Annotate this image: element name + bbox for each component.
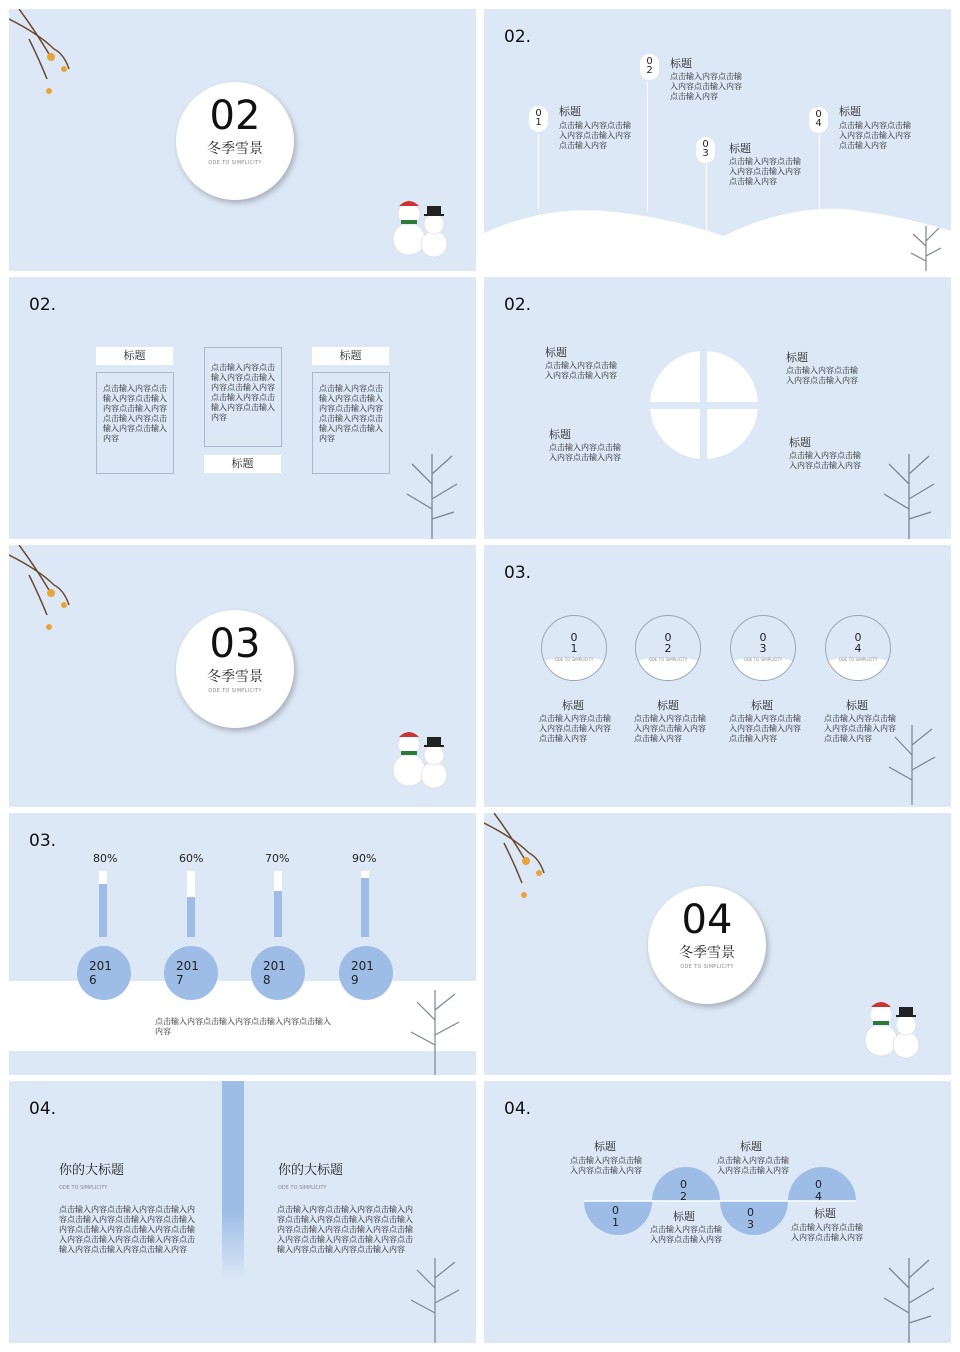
year-circle [77,946,131,1000]
item-title: 标题 [559,105,581,118]
slide-pins-timeline[interactable] [484,9,951,271]
pin-stem [706,164,707,234]
section-title: 冬季雪景 [207,669,263,685]
year-part: 6 [89,973,97,987]
progress-fill [361,878,369,937]
column-body: 点击输入内容点击输入内容点击输入内容点击输入内容点击输入内容点击输入内容点击输入内容 [211,363,275,422]
step-number [815,1179,822,1203]
item-body: 点击输入内容点击输入内容点击输入内容点击输入内容 [839,121,911,150]
ring-subtitle: ODE TO SIMPLICITY [648,657,688,662]
ring-number: 0 [854,631,862,644]
item-title: 标题 [846,699,868,712]
ring-number: 4 [854,642,862,655]
ring-number: 0 [570,631,578,644]
number-ring [635,615,701,681]
column-body: 点击输入内容点击输入内容点击输入内容点击输入内容点击输入内容点击输入内容点击输入内容 [319,384,383,443]
column-title: 标题 [204,455,281,473]
pin-marker [696,137,715,163]
quadrant-body: 点击输入内容点击输入内容点击输入内容 [789,451,861,470]
vertical-accent-bar [222,1081,244,1281]
pin-number: 3 [702,148,709,159]
step-digit: 0 [612,1204,619,1217]
step-digit: 4 [815,1190,822,1203]
pin-stem [647,82,648,212]
step-digit: 3 [747,1218,754,1231]
progress-bar [99,871,107,937]
column-title: 标题 [312,347,389,365]
year-circle [164,946,218,1000]
item-title: 标题 [839,105,861,118]
year-circle [251,946,305,1000]
slide-yearly-progress[interactable] [9,813,476,1075]
ring-subtitle: ODE TO SIMPLICITY [743,657,783,662]
ring-number: 2 [664,642,672,655]
slide-four-quadrants[interactable] [484,277,951,539]
year-circle [339,946,393,1000]
body-left: 点击输入内容点击输入内容点击输入内容点击输入内容点击输入内容点击输入内容点击输入内容点击输入内容点击输入内容点击输入内容点击输入内容点击输入内容点击输入内容点击输入内容 [59,1205,195,1254]
section-subtitle: ODE TO SIMPLICITY [208,160,262,166]
section-title: 冬季雪景 [207,141,263,157]
slide-four-rings[interactable] [484,545,951,807]
step-title: 标题 [740,1140,762,1153]
step-digit: 0 [815,1178,822,1191]
pin-number: 1 [535,117,542,128]
quadrant-title: 标题 [545,346,567,359]
tree-decoration-icon [392,444,472,539]
slide-wave-steps[interactable] [484,1081,951,1343]
item-title: 标题 [562,699,584,712]
pin-marker [640,54,659,80]
pin-stem [538,134,539,209]
year-part: 201 [176,959,199,973]
percent-label: 80% [93,852,118,865]
column-title: 标题 [96,347,173,365]
number-ring [730,615,796,681]
ring-subtitle: ODE TO SIMPLICITY [838,657,878,662]
item-title: 标题 [751,699,773,712]
snow-hill-shape [484,191,951,271]
tree-decoration-icon [397,980,472,1075]
item-body: 点击输入内容点击输入内容点击输入内容点击输入内容 [729,714,801,743]
section-title: 冬季雪景 [679,945,735,961]
subtitle-right: ODE TO SIMPLICITY [278,1185,327,1191]
percent-label: 70% [265,852,290,865]
branch-decoration-icon [9,545,99,635]
branch-decoration-icon [484,813,574,903]
ring-number: 3 [759,642,767,655]
section-number: 03 [209,621,261,667]
ring-subtitle: ODE TO SIMPLICITY [554,657,594,662]
column-body: 点击输入内容点击输入内容点击输入内容点击输入内容点击输入内容点击输入内容点击输入内容 [103,384,167,443]
step-digit: 1 [612,1216,619,1229]
tree-decoration-icon [397,1248,472,1343]
subtitle-left: ODE TO SIMPLICITY [59,1185,108,1191]
year-part: 201 [351,959,374,973]
ring-number: 1 [570,642,578,655]
year-part: 201 [89,959,112,973]
pin-number: 0 [535,108,542,119]
item-body: 点击输入内容点击输入内容点击输入内容点击输入内容 [670,72,742,101]
item-title: 标题 [670,57,692,70]
quadrant-body: 点击输入内容点击输入内容点击输入内容 [545,361,617,380]
progress-bar [274,871,282,937]
slide-number: 03. [29,831,57,851]
step-body: 点击输入内容点击输入内容点击输入内容 [791,1223,863,1242]
snowman-icon [859,985,929,1065]
pin-stem [819,134,820,219]
quadrant-body: 点击输入内容点击输入内容点击输入内容 [549,443,621,462]
progress-fill [99,884,107,937]
tree-decoration-icon [869,1248,949,1343]
big-title-left: 你的大标题 [59,1163,125,1178]
section-number: 04 [681,897,733,943]
item-body: 点击输入内容点击输入内容点击输入内容点击输入内容 [729,157,801,186]
slide-number: 02. [504,27,532,47]
step-title: 标题 [594,1140,616,1153]
slide-section-04-cover[interactable] [484,813,951,1075]
number-ring [541,615,607,681]
section-number-circle [176,82,294,200]
slide-number: 04. [504,1099,532,1119]
step-digit: 2 [680,1190,687,1203]
progress-fill [187,897,195,937]
step-number [680,1179,687,1203]
section-number-circle [176,610,294,728]
year-part: 7 [176,973,184,987]
step-body: 点击输入内容点击输入内容点击输入内容 [650,1225,722,1244]
ring-number: 0 [664,631,672,644]
year-part: 201 [263,959,286,973]
slide-two-big-titles[interactable] [9,1081,476,1343]
snowman-icon [387,715,457,795]
slide-number: 02. [504,295,532,315]
pin-marker [809,107,828,133]
snowman-icon [387,184,457,264]
slide-section-02-cover[interactable] [9,9,476,271]
progress-fill [274,891,282,937]
step-title: 标题 [814,1207,836,1220]
ring-number: 0 [759,631,767,644]
item-body: 点击输入内容点击输入内容点击输入内容点击输入内容 [824,714,896,743]
item-body: 点击输入内容点击输入内容点击输入内容点击输入内容 [559,121,631,150]
quadrant-circle-shape [647,347,767,467]
pin-number: 0 [702,139,709,150]
section-number-circle [648,886,766,1004]
quadrant-body: 点击输入内容点击输入内容点击输入内容 [786,366,858,385]
pin-number: 0 [815,109,822,120]
big-title-right: 你的大标题 [278,1163,344,1178]
section-subtitle: ODE TO SIMPLICITY [208,688,262,694]
step-body: 点击输入内容点击输入内容点击输入内容 [717,1156,789,1175]
progress-bar [361,871,369,937]
pin-number: 2 [646,65,653,76]
tree-decoration-icon [877,715,947,805]
slide-section-03-cover[interactable] [9,545,476,807]
percent-label: 60% [179,852,204,865]
tree-decoration-icon [869,444,949,539]
pin-number: 4 [815,118,822,129]
year-part: 8 [263,973,271,987]
pin-number: 0 [646,56,653,67]
slide-three-columns[interactable] [9,277,476,539]
step-number [612,1205,619,1229]
quadrant-title: 标题 [789,436,811,449]
year-part: 9 [351,973,359,987]
item-body: 点击输入内容点击输入内容点击输入内容点击输入内容 [634,714,706,743]
description-text: 点击输入内容点击输入内容点击输入内容点击输入内容 [155,1017,331,1036]
step-digit: 0 [680,1178,687,1191]
item-title: 标题 [657,699,679,712]
step-number [747,1207,754,1231]
step-digit: 0 [747,1206,754,1219]
branch-decoration-icon [9,9,99,99]
slide-number: 03. [504,563,532,583]
progress-bar [187,871,195,937]
step-title: 标题 [673,1210,695,1223]
section-number: 02 [209,93,261,139]
slide-number: 04. [29,1099,57,1119]
body-right: 点击输入内容点击输入内容点击输入内容点击输入内容点击输入内容点击输入内容点击输入内容点击输入内容点击输入内容点击输入内容点击输入内容点击输入内容点击输入内容点击输入内容 [277,1205,413,1254]
percent-label: 90% [352,852,377,865]
pin-marker [529,106,548,132]
quadrant-title: 标题 [786,351,808,364]
item-body: 点击输入内容点击输入内容点击输入内容点击输入内容 [539,714,611,743]
tree-decoration-icon [901,206,951,271]
section-subtitle: ODE TO SIMPLICITY [680,964,734,970]
quadrant-title: 标题 [549,428,571,441]
slide-number: 02. [29,295,57,315]
item-title: 标题 [729,142,751,155]
number-ring [825,615,891,681]
step-body: 点击输入内容点击输入内容点击输入内容 [570,1156,642,1175]
